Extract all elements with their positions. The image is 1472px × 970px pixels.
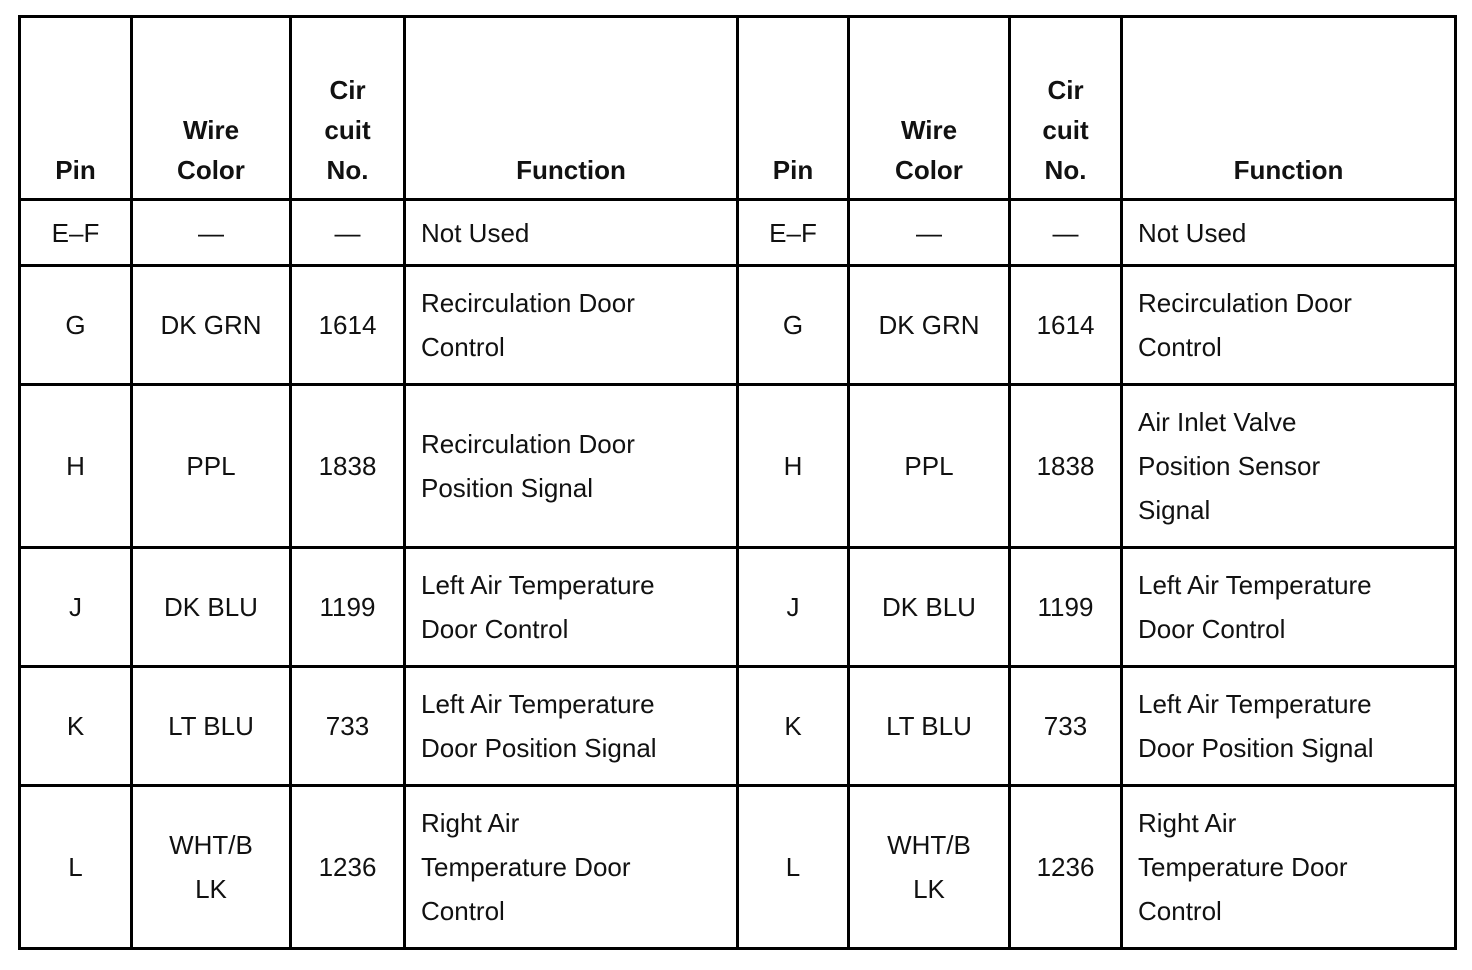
pin-cell: G [20,266,132,385]
pin-cell: H [738,385,849,548]
table-row [20,200,1456,266]
circuit-cell: 1199 [1010,548,1122,667]
wire-color-cell: — [849,200,1010,266]
wire-color-cell: WHT/B LK [132,786,291,949]
wire-color-cell: LT BLU [849,667,1010,786]
wire-color-cell: LT BLU [132,667,291,786]
function-cell: Left Air Temperature Door Position Signal [1122,667,1456,786]
wire-color-cell: PPL [132,385,291,548]
wire-color-cell: DK BLU [849,548,1010,667]
function-cell: Right Air Temperature Door Control [405,786,738,949]
circuit-cell: 1614 [291,266,405,385]
function-cell: Not Used [405,200,738,266]
circuit-cell: 1614 [1010,266,1122,385]
header-circuit-no: Cir cuit No. [1010,17,1122,200]
function-cell: Recirculation Door Control [405,266,738,385]
table-row [20,266,1456,385]
table-row [20,548,1456,667]
circuit-cell: 1236 [291,786,405,949]
pin-cell: E–F [20,200,132,266]
circuit-cell: 1199 [291,548,405,667]
circuit-cell: 1236 [1010,786,1122,949]
wire-color-cell: DK GRN [132,266,291,385]
pin-cell: G [738,266,849,385]
function-cell: Recirculation Door Position Signal [405,385,738,548]
wire-color-cell: PPL [849,385,1010,548]
pin-cell: J [20,548,132,667]
wire-color-cell: — [132,200,291,266]
function-cell: Not Used [1122,200,1456,266]
pin-cell: K [738,667,849,786]
header-function: Function [405,17,738,200]
pin-cell: J [738,548,849,667]
circuit-cell: 733 [1010,667,1122,786]
pin-cell: L [738,786,849,949]
header-circuit-no: Cir cuit No. [291,17,405,200]
table-row [20,667,1456,786]
connector-pinout-table [18,15,1457,950]
pin-cell: L [20,786,132,949]
header-pin: Pin [20,17,132,200]
header-row [20,17,1456,200]
header-wire-color: Wire Color [849,17,1010,200]
wire-color-cell: DK GRN [849,266,1010,385]
wire-color-cell: DK BLU [132,548,291,667]
header-function: Function [1122,17,1456,200]
circuit-cell: — [291,200,405,266]
header-wire-color: Wire Color [132,17,291,200]
circuit-cell: 733 [291,667,405,786]
circuit-cell: — [1010,200,1122,266]
function-cell: Air Inlet Valve Position Sensor Signal [1122,385,1456,548]
pin-cell: K [20,667,132,786]
function-cell: Left Air Temperature Door Position Signal [405,667,738,786]
function-cell: Left Air Temperature Door Control [405,548,738,667]
function-cell: Right Air Temperature Door Control [1122,786,1456,949]
pin-cell: H [20,385,132,548]
header-pin: Pin [738,17,849,200]
table-row [20,786,1456,949]
pin-cell: E–F [738,200,849,266]
circuit-cell: 1838 [291,385,405,548]
function-cell: Recirculation Door Control [1122,266,1456,385]
function-cell: Left Air Temperature Door Control [1122,548,1456,667]
circuit-cell: 1838 [1010,385,1122,548]
wire-color-cell: WHT/B LK [849,786,1010,949]
table-row [20,385,1456,548]
